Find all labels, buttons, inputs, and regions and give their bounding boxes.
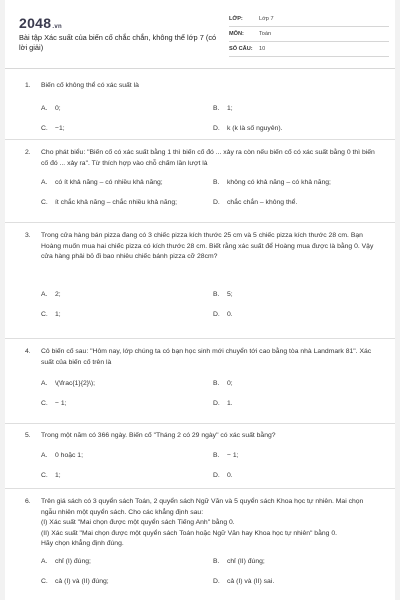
option-text: − 1; bbox=[55, 399, 67, 407]
option-text: 1; bbox=[55, 311, 61, 318]
option-letter: A. bbox=[41, 178, 48, 186]
option-c[interactable] bbox=[41, 192, 213, 212]
meta-table bbox=[229, 12, 389, 57]
option-a[interactable] bbox=[41, 373, 213, 393]
question-text: Trong cửa hàng bán pizza đang có 3 chiếc pizza kích thước 25 cm và 5 chiếc pizza kích thước 28 cm. Bạn Hoàng muốn mua hai chiếc pizza có kích thước 28 cm. Biết rằng xác suất để Hoàng mua được là bằng 0. Vậy cửa hàng phải bỏ đi bao nhiêu chiếc bánh pizza cỡ 28cm? bbox=[41, 232, 374, 260]
option-letter: A. bbox=[41, 558, 48, 565]
logo-main: 2048 bbox=[19, 15, 52, 31]
option-text: 0 hoặc 1; bbox=[55, 452, 83, 459]
option-letter: A. bbox=[41, 379, 48, 387]
header-divider bbox=[5, 68, 395, 69]
option-b[interactable] bbox=[213, 446, 363, 466]
question-3 bbox=[5, 223, 395, 338]
option-letter: B. bbox=[213, 291, 220, 298]
option-letter: C. bbox=[41, 125, 48, 132]
option-b[interactable] bbox=[213, 552, 363, 572]
option-c[interactable] bbox=[41, 119, 213, 139]
option-letter: C. bbox=[41, 578, 48, 585]
meta-key: MÔN: bbox=[229, 31, 244, 37]
option-a[interactable] bbox=[41, 99, 213, 119]
option-text: 1. bbox=[227, 399, 233, 407]
meta-value: Lớp 7 bbox=[259, 16, 274, 22]
question-number: 3. bbox=[25, 232, 31, 239]
option-letter: D. bbox=[213, 311, 220, 318]
document-title: Bài tập Xác suất của biến cố chắc chắn, không thể lớp 7 (có lời giải) bbox=[19, 33, 217, 52]
option-c[interactable] bbox=[41, 572, 213, 592]
question-number: 1. bbox=[25, 82, 31, 89]
option-text: ít chắc khả năng – chắc nhiều khả năng; bbox=[55, 198, 178, 206]
option-letter: B. bbox=[213, 558, 220, 565]
option-letter: D. bbox=[213, 578, 220, 585]
question-2 bbox=[5, 140, 395, 222]
option-text: chỉ (I) đúng; bbox=[55, 558, 91, 565]
option-text: 0; bbox=[227, 379, 233, 387]
option-letter: B. bbox=[213, 105, 220, 112]
option-letter: D. bbox=[213, 198, 220, 206]
meta-row bbox=[229, 42, 389, 57]
document-header bbox=[5, 0, 395, 58]
question-number: 2. bbox=[25, 149, 31, 156]
option-text: 5; bbox=[227, 291, 233, 298]
site-logo[interactable] bbox=[19, 15, 62, 31]
question-4 bbox=[5, 339, 395, 423]
option-a[interactable] bbox=[41, 552, 213, 572]
option-text: cả (I) và (II) đúng; bbox=[55, 578, 109, 585]
option-letter: A. bbox=[41, 291, 48, 298]
option-text: chỉ (II) đúng; bbox=[227, 558, 265, 565]
option-d[interactable] bbox=[213, 572, 363, 592]
option-d[interactable] bbox=[213, 466, 363, 486]
option-c[interactable] bbox=[41, 305, 213, 325]
option-text: chắc chắn – không thể. bbox=[227, 198, 298, 206]
option-c[interactable] bbox=[41, 393, 213, 413]
option-d[interactable] bbox=[213, 393, 363, 413]
option-letter: A. bbox=[41, 452, 48, 459]
option-text: 1; bbox=[227, 105, 233, 112]
option-text: 0; bbox=[55, 105, 61, 112]
option-text: 0. bbox=[227, 472, 233, 479]
question-text: Trong một năm có 366 ngày. Biến cố "Tháng 2 có 29 ngày" có xác suất bằng? bbox=[41, 432, 276, 439]
question-5 bbox=[5, 424, 395, 488]
question-number: 5. bbox=[25, 432, 31, 439]
question-text: Cho phát biểu: "Biến cố có xác suất bằng 1 thì biến cố đó ... xảy ra còn nếu biến cố có xác suất bằng 0 thì biến cố đó ... xảy ra". Từ thích hợp vào chỗ chấm lần lượt là bbox=[41, 149, 375, 167]
question-list bbox=[5, 76, 395, 600]
question-6 bbox=[5, 489, 395, 600]
option-text: không có khả năng – có khả năng; bbox=[227, 178, 331, 186]
option-c[interactable] bbox=[41, 466, 213, 486]
option-text: cả (I) và (II) sai. bbox=[227, 578, 275, 585]
option-text: 1; bbox=[55, 472, 61, 479]
option-b[interactable] bbox=[213, 172, 363, 192]
option-a[interactable] bbox=[41, 172, 213, 192]
question-text: Biến cố không thể có xác suất là bbox=[41, 82, 139, 89]
meta-value: 10 bbox=[259, 46, 266, 52]
option-d[interactable] bbox=[213, 119, 363, 139]
option-d[interactable] bbox=[213, 305, 363, 325]
option-letter: C. bbox=[41, 311, 48, 318]
meta-row bbox=[229, 27, 389, 42]
option-letter: B. bbox=[213, 379, 220, 387]
option-a[interactable] bbox=[41, 285, 213, 305]
meta-row bbox=[229, 12, 389, 27]
option-b[interactable] bbox=[213, 373, 363, 393]
option-text: \(\frac{1}{2}\); bbox=[55, 379, 96, 387]
option-letter: B. bbox=[213, 178, 220, 186]
meta-key: LỚP: bbox=[229, 16, 243, 22]
option-letter: C. bbox=[41, 472, 48, 479]
option-letter: B. bbox=[213, 452, 220, 459]
option-b[interactable] bbox=[213, 99, 363, 119]
option-letter: C. bbox=[41, 399, 48, 407]
option-b[interactable] bbox=[213, 285, 363, 305]
option-d[interactable] bbox=[213, 192, 363, 212]
question-1 bbox=[5, 76, 395, 139]
option-a[interactable] bbox=[41, 446, 213, 466]
logo-sub: .vn bbox=[52, 24, 62, 30]
option-letter: D. bbox=[213, 399, 220, 407]
question-text: Cô biến cố sau: "Hôm nay, lớp chúng ta có bạn học sinh mới chuyển tới cao bằng tòa nhà Landmark 81". Xác suất của biến cố trên là bbox=[41, 348, 372, 366]
option-text: −1; bbox=[55, 125, 65, 132]
option-text: 2; bbox=[55, 291, 61, 298]
question-number: 6. bbox=[25, 498, 31, 505]
meta-key: SỐ CÂU: bbox=[229, 46, 253, 52]
option-letter: C. bbox=[41, 198, 48, 206]
meta-value: Toán bbox=[259, 31, 272, 37]
question-text: Trên giá sách có 3 quyển sách Toán, 2 quyển sách Ngữ Văn và 5 quyển sách Khoa học tự nhiên. Mai chọn ngẫu nhiên một quyển sách. Cho các khẳng định sau: (I) Xác suất "Mai chọn được một quyển sách Tiếng Anh" bằng 0. (II) Xác suất "Mai chọn được một quyển sách Toán hoặc Ngữ Văn hay Khoa học tự nhiên" bằng 0. Hãy chọn khẳng định đúng. bbox=[41, 498, 364, 547]
option-letter: A. bbox=[41, 105, 48, 112]
option-text: k (k là số nguyên). bbox=[227, 125, 283, 132]
question-number: 4. bbox=[25, 348, 31, 355]
option-text: 0. bbox=[227, 311, 233, 318]
option-text: có ít khả năng – có nhiều khả năng; bbox=[55, 178, 163, 186]
option-letter: D. bbox=[213, 125, 220, 132]
option-text: − 1; bbox=[227, 452, 239, 459]
option-letter: D. bbox=[213, 472, 220, 479]
document-page bbox=[5, 0, 395, 600]
